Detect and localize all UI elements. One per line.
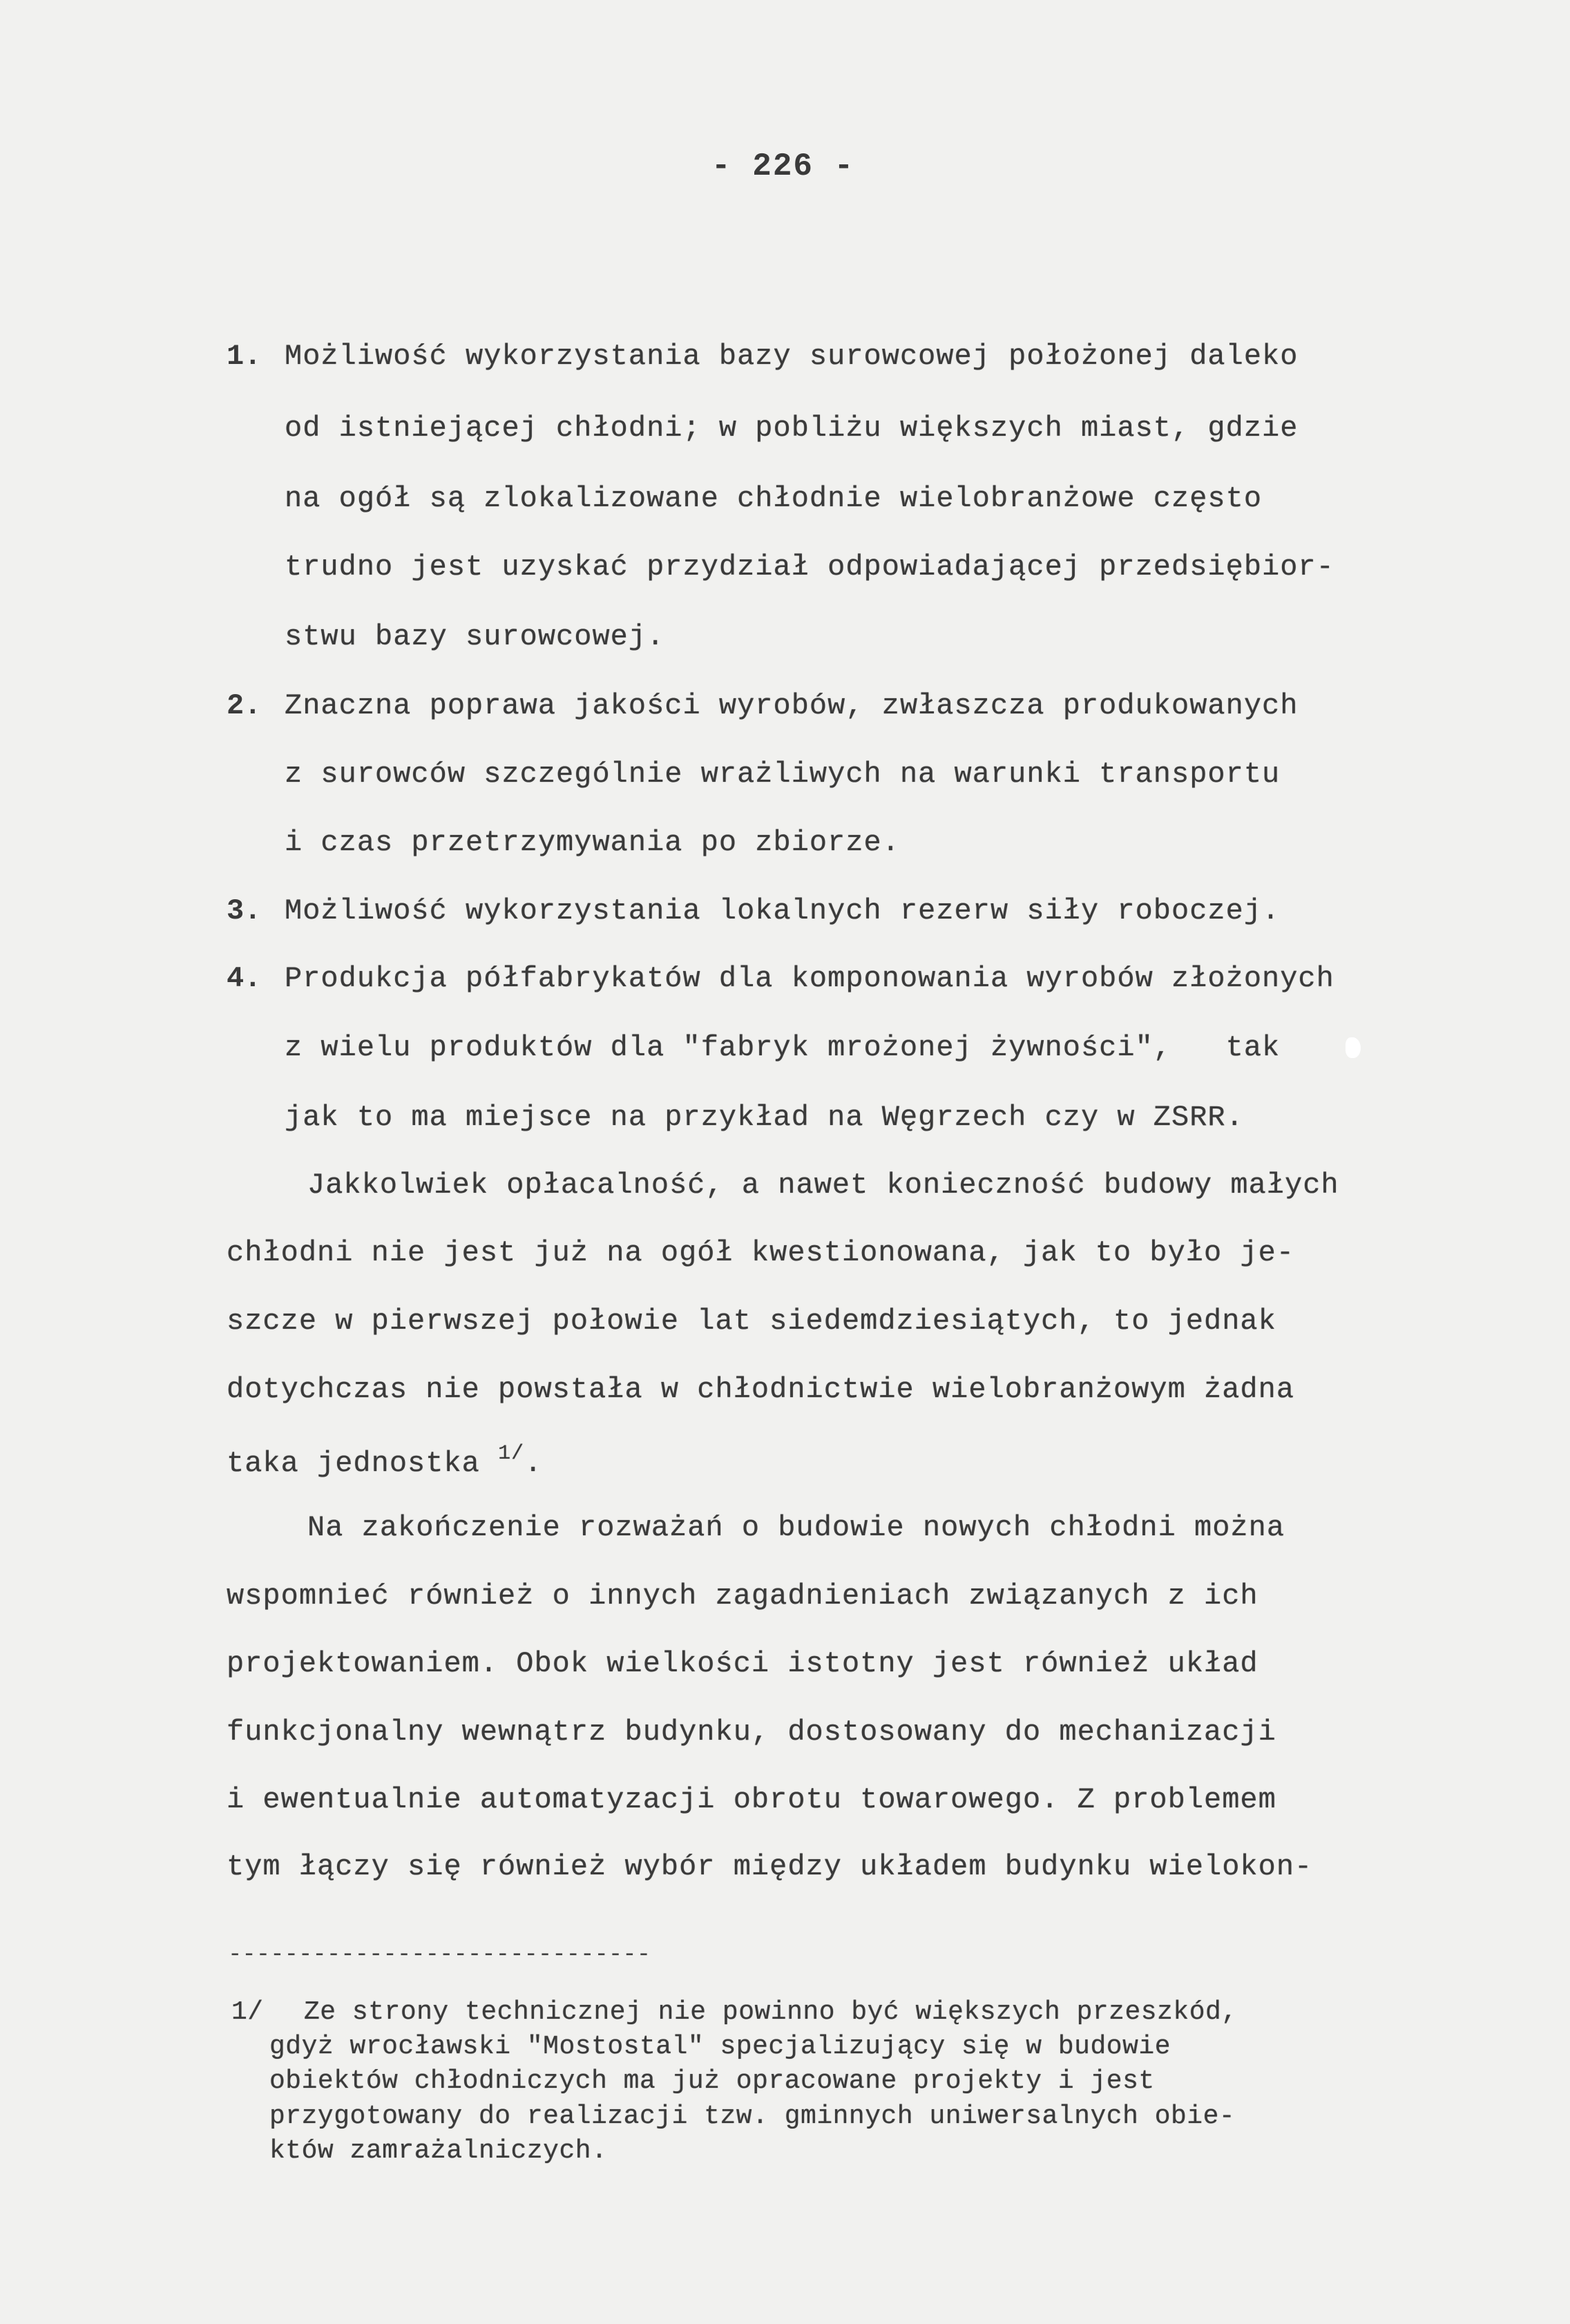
text-line: Możliwość wykorzystania bazy surowcowej położonej daleko <box>285 340 1299 373</box>
text-line: projektowaniem. Obok wielkości istotny jest również układ <box>227 1647 1258 1680</box>
text-line: wspomnieć również o innych zagadnieniach związanych z ich <box>227 1579 1258 1613</box>
footnote-line: przygotowany do realizacji tzw. gminnych uniwersalnych obie- <box>269 2102 1236 2131</box>
text-line: z wielu produktów dla "fabryk mrożonej żywności", tak <box>285 1031 1281 1064</box>
text-line: stwu bazy surowcowej. <box>285 620 665 653</box>
text-line: z surowców szczególnie wrażliwych na warunki transportu <box>285 758 1281 791</box>
text-line: chłodni nie jest już na ogół kwestionowana, jak to było je- <box>227 1236 1295 1269</box>
footnote-reference[interactable]: 1/ <box>498 1442 525 1466</box>
text-line: dotychczas nie powstała w chłodnictwie wielobranżowym żadna <box>227 1373 1295 1406</box>
footnote-line: obiektów chłodniczych ma już opracowane projekty i jest <box>269 2066 1155 2096</box>
text-line: Znaczna poprawa jakości wyrobów, zwłaszcza produkowanych <box>285 689 1299 722</box>
list-number: 2. <box>227 689 262 722</box>
footnote-line: gdyż wrocławski "Mostostal" specjalizujący się w budowie <box>269 2032 1171 2062</box>
text-line: jak to ma miejsce na przykład na Węgrzech czy w ZSRR. <box>285 1101 1244 1134</box>
end-punctuation: . <box>524 1447 543 1480</box>
footnote-line: któw zamrażalniczych. <box>269 2136 608 2166</box>
text-line <box>227 1442 542 1480</box>
list-number: 1. <box>227 340 262 373</box>
text-line: tym łączy się również wybór między układem budynku wielokon- <box>227 1850 1313 1883</box>
text-line: Na zakończenie rozważań o budowie nowych chłodni można <box>307 1511 1285 1544</box>
footnote-separator: ------------------------------ <box>228 1942 651 1968</box>
text-line: na ogół są zlokalizowane chłodnie wielobranżowe często <box>285 482 1263 515</box>
text-line: i czas przetrzymywania po zbiorze. <box>285 826 900 859</box>
text-line-content: taka jednostka <box>227 1447 480 1480</box>
text-line: trudno jest uzyskać przydział odpowiadającej przedsiębior- <box>285 550 1334 584</box>
list-number: 3. <box>227 894 262 928</box>
text-line: od istniejącej chłodni; w pobliżu większych miast, gdzie <box>285 412 1299 445</box>
text-line: i ewentualnie automatyzacji obrotu towarowego. Z problemem <box>227 1783 1276 1816</box>
text-line: Produkcja półfabrykatów dla komponowania wyrobów złożonych <box>285 962 1334 995</box>
footnote-marker: 1/ <box>231 1997 264 2027</box>
text-line: Możliwość wykorzystania lokalnych rezerw siły roboczej. <box>285 894 1281 928</box>
text-line: szcze w pierwszej połowie lat siedemdziesiątych, to jednak <box>227 1305 1276 1338</box>
list-number: 4. <box>227 962 262 995</box>
paper-blot <box>1346 1037 1361 1058</box>
text-line: funkcjonalny wewnątrz budynku, dostosowany do mechanizacji <box>227 1716 1276 1749</box>
page-number: - 226 - <box>711 148 855 184</box>
footnote-line: Ze strony technicznej nie powinno być większych przeszkód, <box>304 1997 1238 2027</box>
text-line: Jakkolwiek opłacalność, a nawet konieczność budowy małych <box>307 1169 1339 1202</box>
